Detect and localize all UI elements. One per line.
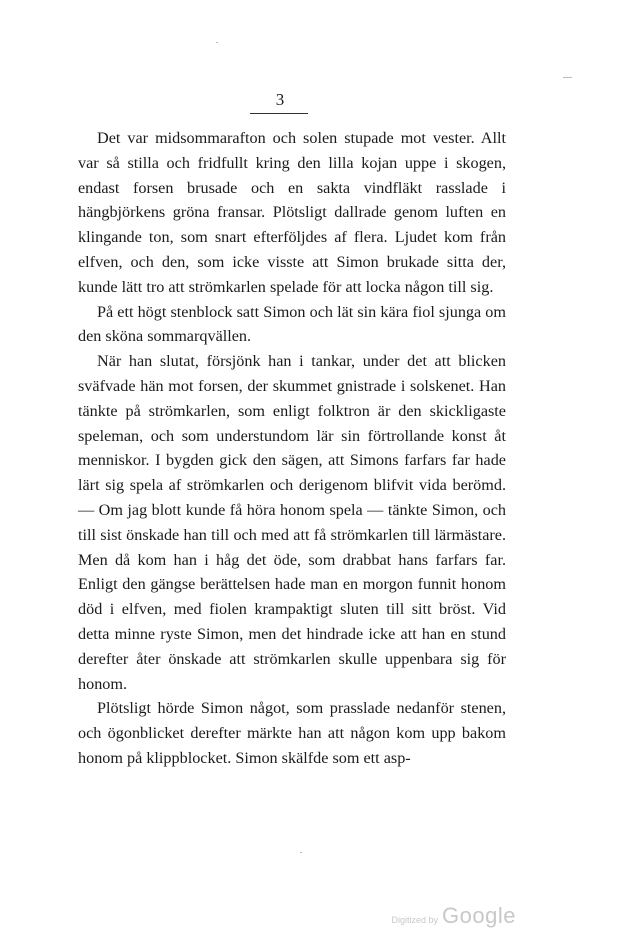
page-number-rule xyxy=(250,113,308,114)
watermark-prefix: Digitized by xyxy=(391,915,439,925)
paragraph-3: När han slutat, försjönk han i tankar, under det att blicken sväfvade hän mot forsen, der skummet gnistrade i solskenet. Han tänkte på strömkarlen, som enligt folktron är den skickligaste speleman, och som understundom lär sin förtrollande konst åt menniskor. I bygden gick den sägen, att Simons farfars far hade lärt sig spela af strömkarlen och derigenom blifvit vida berömd. — Om jag blott kunde få höra honom spela — tänkte Simon, och till sist önskade han till och med att få strömkarlen till lärmästare. Men då kom han i håg det öde, som drabbat hans farfars far. Enligt den gängse berättelsen hade man en morgon funnit honom död i elfven, med fiolen krampaktigt sluten till sitt bröst. Vid detta minne ryste Simon, men det hindrade icke att han en stund derefter åter önskade att strömkarlen skulle uppenbara sig för honom. xyxy=(78,352,506,693)
body-text xyxy=(78,126,506,771)
dust-speck-bottom xyxy=(300,852,302,853)
paragraph-4: Plötsligt hörde Simon något, som prasslade nedanför stenen, och ögonblicket derefter märkte han att någon kom upp bakom honom på klippblocket. Simon skälfde som ett asp- xyxy=(78,699,506,767)
watermark-brand: Google xyxy=(442,903,516,928)
page-number: 3 xyxy=(275,90,285,109)
paragraph-2: På ett högt stenblock satt Simon och lät sin kära fiol sjunga om den sköna sommarqvällen. xyxy=(78,302,506,346)
digitized-by-google-watermark xyxy=(392,903,516,929)
dust-speck-top xyxy=(216,42,218,43)
dust-speck-right xyxy=(563,77,572,78)
paragraph-1: Det var midsommarafton och solen stupade mot vester. Allt var så stilla och fridfullt kring den lilla kojan uppe i skogen, endast forsen brusade och en sakta vindfläkt rasslade i hängbjörkens gröna fransar. Plötsligt dallrade genom luften en klingande ton, som snart efterföljdes af flera. Ljudet kom från elfven, och den, som icke visste att Simon brukade sitta der, kunde lätt tro att strömkarlen spelade för att locka någon till sig. xyxy=(78,129,506,296)
